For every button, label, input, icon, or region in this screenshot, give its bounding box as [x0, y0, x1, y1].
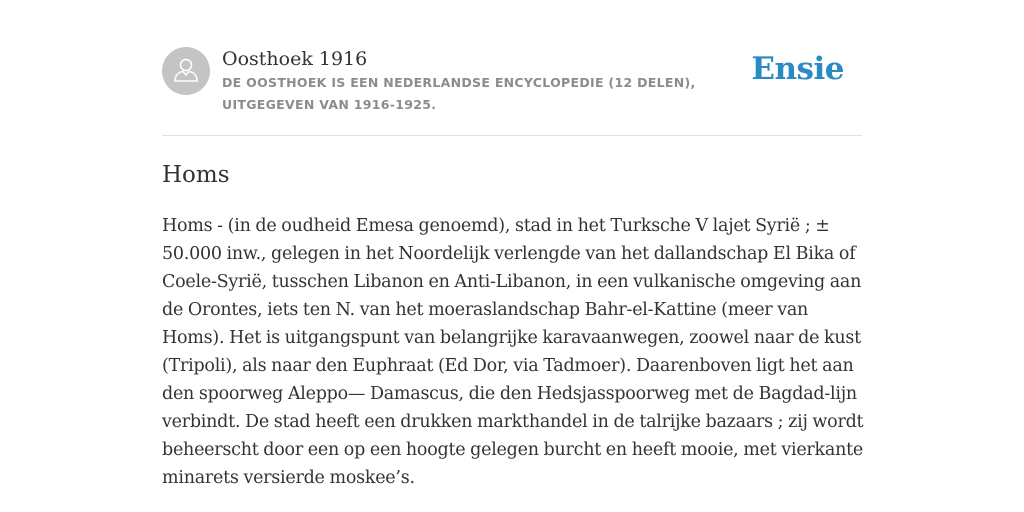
source-header: [162, 44, 862, 134]
user-icon[interactable]: [162, 47, 210, 95]
brand-logo[interactable]: Ensie: [751, 51, 844, 87]
source-description: DE OOSTHOEK IS EEN NEDERLANDSE ENCYCLOPEDIE (12 DELEN), UITGEGEVEN VAN 1916-1925.: [222, 75, 696, 112]
entry-title: Homs: [162, 162, 230, 188]
entry-body: Homs - (in de oudheid Emesa genoemd), stad in het Turksche V lajet Syrië ; ± 50.000 inw., gelegen in het Noordelijk verlengde van het dallandschap El Bika of Coele-Syrië, tusschen Libanon en Anti-Libanon, in een vulkanische omgeving aan de Orontes, iets ten N. van het moeraslandschap Bahr-el-Kattine (meer van Homs). Het is uitgangspunt van belangrijke karavaanwegen, zoowel naar de kust (Tripoli), als naar den Euphraat (Ed Dor, via Tadmoer). Daarenboven ligt het aan den spoorweg Aleppo— Damascus, die den Hedsjasspoorweg met de Bagdad-lijn verbindt. De stad heeft een drukken markthandel in de talrijke bazaars ; zij wordt beheerscht door een op een hoogte gelegen burcht en heeft mooie, met vierkante minarets versierde moskee’s.: [162, 216, 864, 488]
source-title[interactable]: Oosthoek 1916: [222, 48, 368, 70]
header-divider: [162, 135, 862, 136]
user-icon-graphic: [162, 47, 210, 95]
